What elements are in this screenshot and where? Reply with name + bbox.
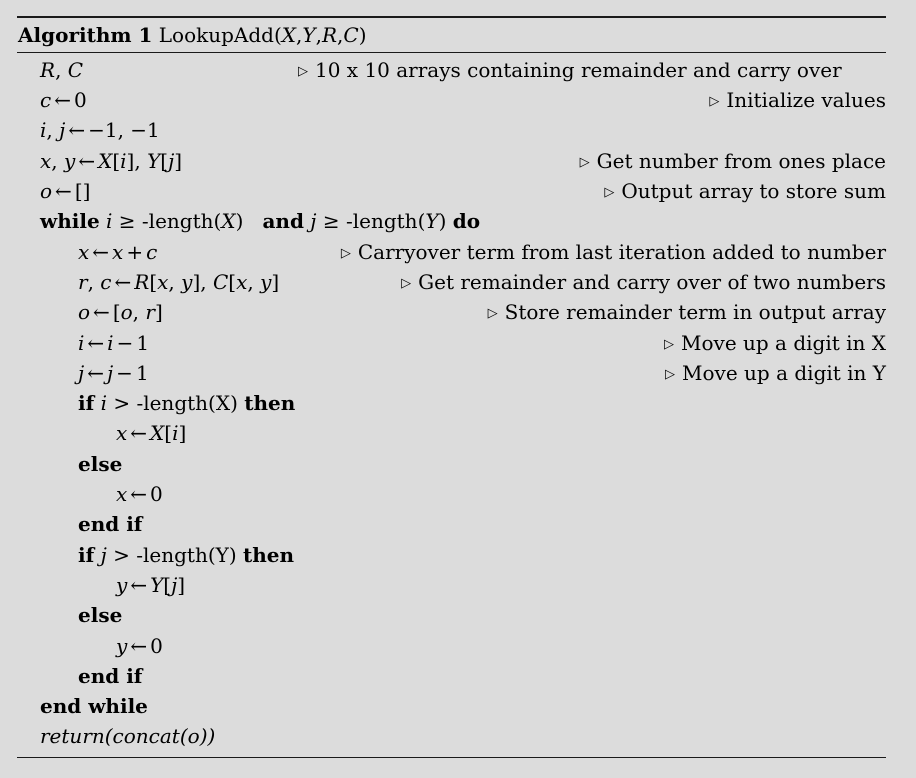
comment bbox=[488, 297, 886, 331]
code-line: y ← 0 bbox=[116, 634, 163, 658]
algorithm-line-4 bbox=[0, 146, 886, 176]
code-line: x ← 0 bbox=[116, 482, 163, 506]
comment bbox=[664, 328, 886, 362]
comment-triangle-icon: ▷ bbox=[487, 306, 498, 321]
algorithm-line-23 bbox=[0, 721, 886, 751]
comment bbox=[709, 85, 886, 119]
param-x: X bbox=[281, 23, 297, 47]
algorithm-caption: Algorithm 1 LookupAdd(X,Y,R,C) bbox=[18, 23, 367, 47]
comment-triangle-icon: ▷ bbox=[298, 64, 308, 79]
param-c: C bbox=[343, 23, 359, 47]
comment bbox=[604, 176, 886, 210]
code-line: x, y ← X[i], Y[j] bbox=[40, 149, 183, 173]
code-line: x ← x + c bbox=[78, 240, 158, 264]
keyword-else: else bbox=[78, 452, 123, 476]
keyword-and: and bbox=[262, 209, 304, 233]
algorithm-line-2 bbox=[0, 85, 886, 115]
algorithm-header-rule bbox=[17, 52, 886, 53]
algorithm-line-12 bbox=[0, 388, 886, 418]
code-line: y ← Y[j] bbox=[116, 573, 186, 597]
algorithm-line-17 bbox=[0, 540, 886, 570]
algorithm-line-11 bbox=[0, 358, 886, 388]
comment-triangle-icon: ▷ bbox=[664, 337, 674, 352]
code-line: if i > -length(X) then bbox=[78, 391, 296, 415]
algorithm-line-19 bbox=[0, 600, 886, 630]
algorithm-line-22 bbox=[0, 691, 886, 721]
comment-text: Get remainder and carry over of two numbers bbox=[418, 270, 886, 294]
comment-text: Carryover term from last iteration added to number bbox=[357, 240, 886, 264]
comment-text: Initialize values bbox=[726, 88, 886, 112]
comment bbox=[580, 146, 886, 180]
algorithm-line-3 bbox=[0, 115, 886, 145]
comment-triangle-icon: ▷ bbox=[401, 276, 412, 291]
param-y: Y bbox=[302, 23, 316, 47]
code-line: if j > -length(Y) then bbox=[78, 543, 295, 567]
comment-text: Output array to store sum bbox=[621, 179, 886, 203]
algorithm-line-15 bbox=[0, 479, 886, 509]
keyword-then: then bbox=[243, 543, 295, 567]
param-r: R bbox=[321, 23, 338, 47]
comment-text: 10 x 10 arrays containing remainder and carry over bbox=[315, 58, 842, 82]
algorithm-label: Algorithm 1 bbox=[18, 23, 153, 47]
keyword-end-if: end if bbox=[78, 512, 143, 536]
return-statement: return(concat(o)) bbox=[40, 724, 216, 748]
algorithm-line-21 bbox=[0, 661, 886, 691]
comment-triangle-icon: ▷ bbox=[579, 155, 590, 170]
code-line: c ← 0 bbox=[40, 88, 87, 112]
algorithm-line-18 bbox=[0, 570, 886, 600]
keyword-end-while: end while bbox=[40, 694, 148, 718]
keyword-if: if bbox=[78, 391, 95, 415]
algorithm-line-5 bbox=[0, 176, 886, 206]
code-line: x ← X[i] bbox=[116, 421, 187, 445]
keyword-end-if: end if bbox=[78, 664, 143, 688]
comment-text: Store remainder term in output array bbox=[504, 300, 886, 324]
comment-text: Move up a digit in Y bbox=[682, 361, 886, 385]
keyword-do: do bbox=[452, 209, 481, 233]
algorithm-line-7 bbox=[0, 237, 886, 267]
algorithm-line-10 bbox=[0, 328, 886, 358]
comment-triangle-icon: ▷ bbox=[604, 185, 615, 200]
code-line: R, C bbox=[40, 58, 84, 82]
comment-text: Get number from ones place bbox=[596, 149, 886, 173]
algorithm-top-rule bbox=[17, 16, 886, 18]
comment-triangle-icon: ▷ bbox=[340, 246, 351, 261]
keyword-then: then bbox=[244, 391, 296, 415]
comment bbox=[341, 237, 886, 271]
algorithm-bottom-rule bbox=[17, 757, 886, 758]
keyword-else: else bbox=[78, 603, 123, 627]
code-line: o ← [] bbox=[40, 179, 91, 203]
algorithm-line-9 bbox=[0, 297, 886, 327]
keyword-while: while bbox=[40, 209, 100, 233]
algorithm-line-20 bbox=[0, 631, 886, 661]
algorithm-line-14 bbox=[0, 449, 886, 479]
algorithm-name: LookupAdd bbox=[158, 23, 274, 47]
algorithm-line-13 bbox=[0, 418, 886, 448]
comment-text: Move up a digit in X bbox=[681, 331, 886, 355]
code-line: while i ≥ -length(X) and j ≥ -length(Y) do bbox=[40, 209, 481, 233]
code-line: r, c ← R[x, y], C[x, y] bbox=[78, 270, 280, 294]
comment-triangle-icon: ▷ bbox=[709, 94, 720, 109]
comment-triangle-icon: ▷ bbox=[665, 367, 676, 382]
code-line: i ← i − 1 bbox=[78, 331, 150, 355]
comment bbox=[401, 267, 886, 301]
algorithm-line-6 bbox=[0, 206, 886, 236]
keyword-if: if bbox=[78, 543, 95, 567]
comment bbox=[298, 55, 842, 89]
code-line: o ← [o, r] bbox=[78, 300, 163, 324]
code-line: j ← j − 1 bbox=[78, 361, 149, 385]
comment bbox=[665, 358, 886, 392]
code-line: i, j ← −1, −1 bbox=[40, 118, 160, 142]
algorithm-line-8 bbox=[0, 267, 886, 297]
algorithm-line-1 bbox=[0, 55, 886, 85]
algorithm-line-16 bbox=[0, 509, 886, 539]
